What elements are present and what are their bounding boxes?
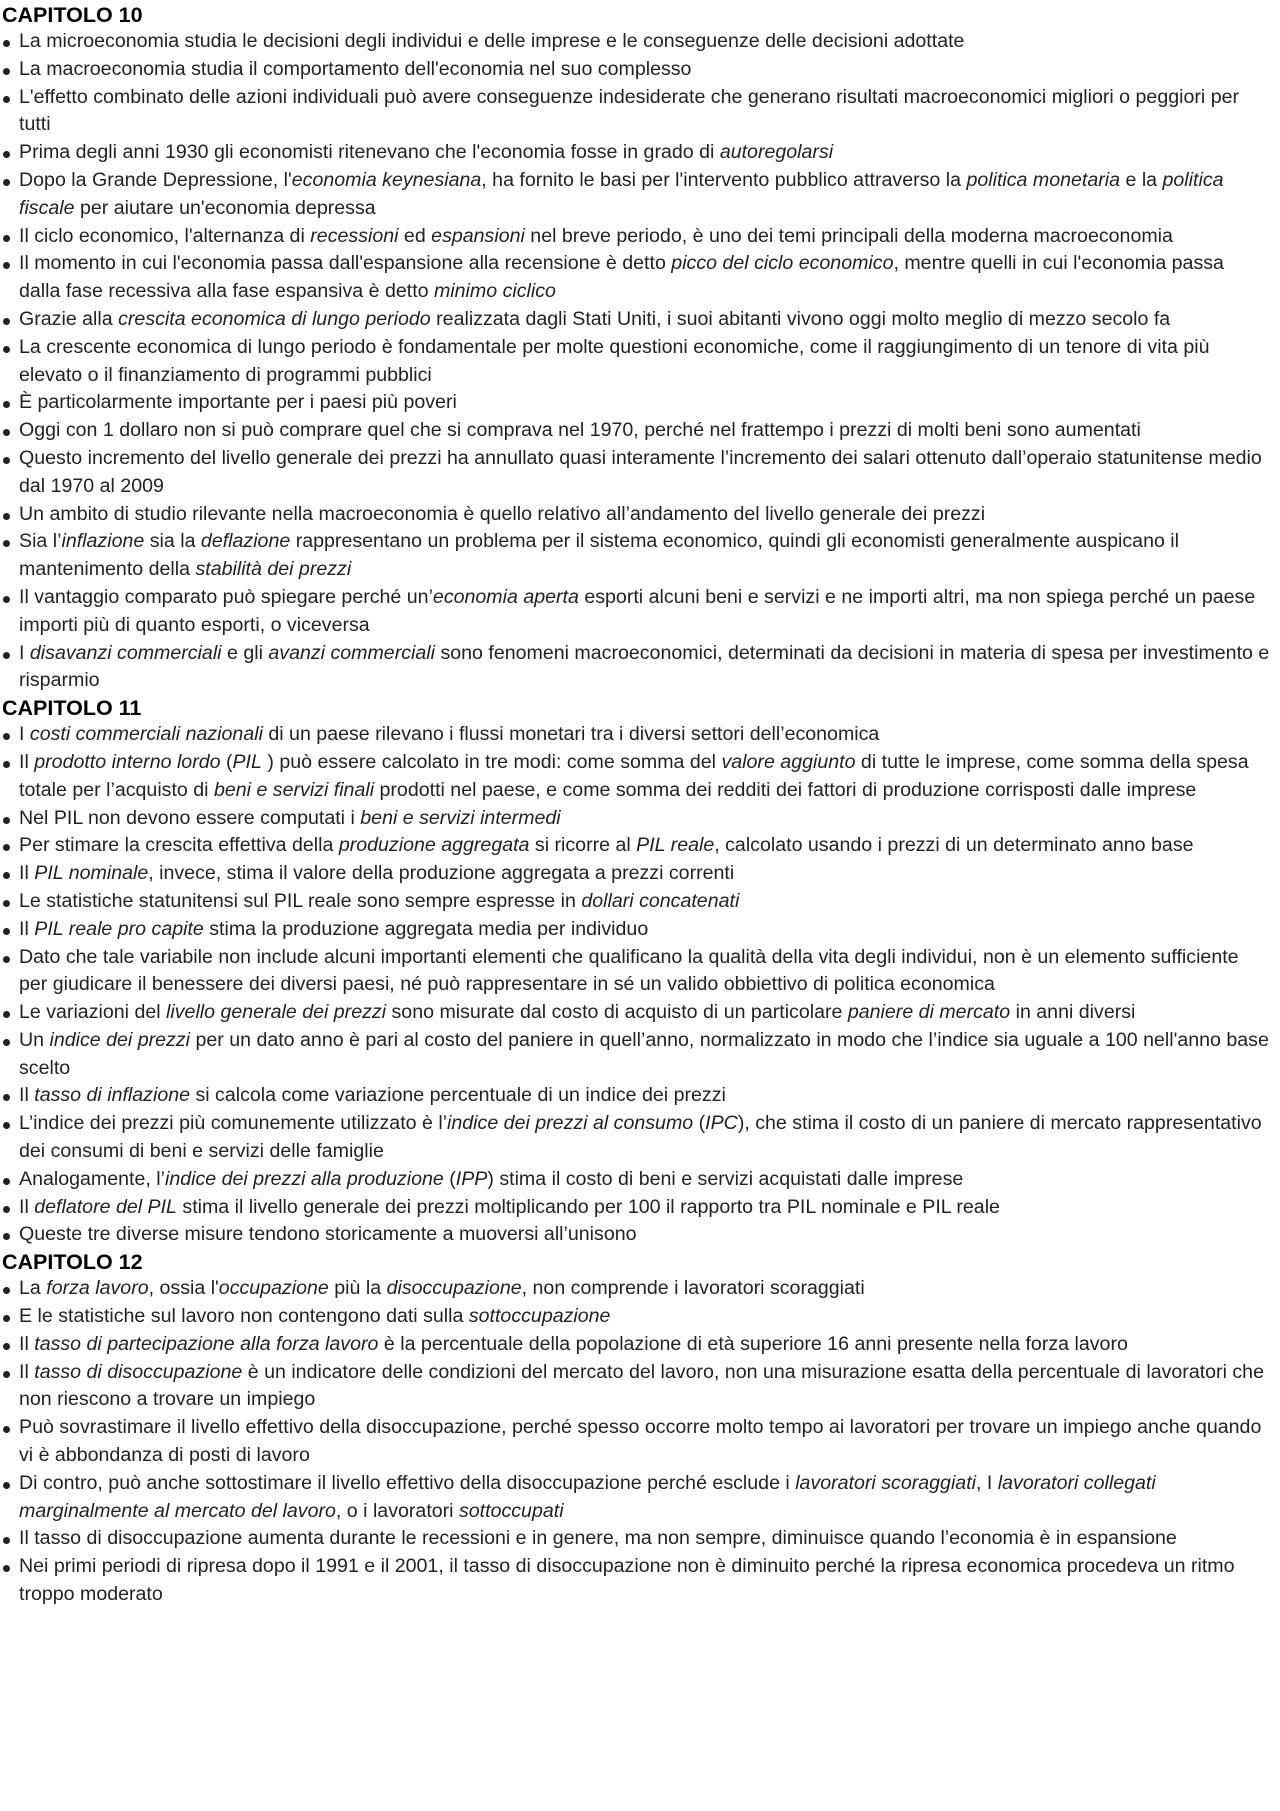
italic-term: politica monetaria — [966, 168, 1121, 191]
text-segment: sia la — [144, 530, 201, 553]
text-segment: Queste tre diverse misure tendono storicamente a muoversi all’unisono — [19, 1223, 637, 1246]
bullet-item — [0, 528, 1280, 584]
text-segment: prodotti nel paese, e come somma dei redditi dei fattori di produzione corrisposti dalle imprese — [374, 778, 1197, 801]
italic-term: deflazione — [200, 530, 291, 553]
italic-term: economia aperta — [432, 585, 579, 608]
italic-term: avanzi commerciali — [268, 641, 435, 664]
bullet-item — [0, 1414, 1280, 1470]
italic-term: PIL reale pro capite — [34, 917, 204, 940]
text-segment: Il ciclo economico, l'alternanza di — [19, 224, 311, 247]
italic-term: prodotto interno lordo — [34, 750, 221, 773]
text-segment: è un indicatore delle condizioni del mercato del lavoro, non una misurazione esatta della percentuale di lavoratori che non riescono a trovare un impiego — [19, 1360, 1264, 1411]
text-segment: sono fenomeni macroeconomici, determinati da decisioni in materia di spesa per investimento e risparmio — [19, 641, 1270, 692]
bullet-item — [0, 1331, 1280, 1359]
italic-term: PIL reale — [636, 834, 715, 857]
italic-term: economia keynesiana — [291, 168, 482, 191]
bullet-item — [0, 1303, 1280, 1331]
chapter-title: CAPITOLO 12 — [2, 1250, 143, 1275]
text-segment: è la percentuale della popolazione di età superiore 16 anni presente nella forza lavoro — [378, 1332, 1128, 1355]
italic-term: sottoccupati — [458, 1499, 564, 1522]
text-segment: Oggi con 1 dollaro non si può comprare quel che si comprava nel 1970, perché nel frattempo i prezzi di molti beni sono aumentati — [19, 419, 1141, 442]
bullet-item — [0, 860, 1280, 888]
italic-term: paniere di mercato — [847, 1001, 1011, 1024]
bullet-item — [0, 1110, 1280, 1166]
italic-term: IPC — [705, 1112, 738, 1135]
text-segment: stima la produzione aggregata media per individuo — [203, 917, 649, 940]
text-segment: , non comprende i lavoratori scoraggiati — [521, 1277, 865, 1300]
text-segment: per aiutare un'economia depressa — [74, 196, 376, 219]
text-segment: , calcolato usando i prezzi di un determinato anno base — [714, 834, 1194, 857]
text-segment: di tutte le imprese, come somma della spesa totale per l’acquisto di — [19, 750, 1249, 801]
text-segment: Prima degli anni 1930 gli economisti ritenevano che l'economia fosse in grado di — [19, 141, 720, 164]
italic-term: indice dei prezzi — [49, 1028, 190, 1051]
text-segment: Può sovrastimare il livello effettivo della disoccupazione, perché spesso occorre molto tempo ai lavoratori per trovare un impiego anche quando vi è abbondanza di posti di lavoro — [19, 1416, 1262, 1467]
italic-term: PIL — [232, 750, 262, 773]
italic-term: inflazione — [61, 530, 145, 553]
text-segment: nel breve periodo, è uno dei temi principali della moderna macroeconomia — [524, 224, 1173, 247]
italic-term: IPP — [455, 1167, 488, 1190]
italic-term: indice dei prezzi alla produzione — [164, 1167, 444, 1190]
italic-term: livello generale dei prezzi — [166, 1001, 387, 1024]
italic-term: disoccupazione — [386, 1277, 522, 1300]
italic-term: picco del ciclo economico — [671, 252, 894, 275]
text-segment: ( — [693, 1112, 706, 1135]
text-segment: per un dato anno è pari al costo del paniere in quell’anno, normalizzato in modo che l’indice sia uguale a 100 nell'anno base scelto — [19, 1028, 1269, 1079]
text-segment: I — [19, 641, 30, 664]
text-segment: si calcola come variazione percentuale di un indice dei prezzi — [190, 1084, 726, 1107]
text-segment: Il — [19, 1332, 35, 1355]
text-segment: Le variazioni del — [19, 1001, 167, 1024]
text-segment: si ricorre al — [529, 834, 637, 857]
text-segment: Il — [19, 862, 35, 885]
bullet-item — [0, 1194, 1280, 1222]
italic-term: lavoratori scoraggiati — [795, 1471, 976, 1494]
text-segment: Nei primi periodi di ripresa dopo il 1991 e il 2001, il tasso di disoccupazione non è diminuito perché la ripresa economica procedeva un ritmo troppo moderato — [19, 1555, 1235, 1606]
bullet-item — [0, 1082, 1280, 1110]
text-segment: ( — [220, 750, 233, 773]
bullet-item — [0, 1470, 1280, 1526]
italic-term: lavoratori collegati marginalmente al mercato del lavoro — [19, 1471, 1156, 1522]
italic-term: espansioni — [431, 224, 525, 247]
bullet-item — [0, 306, 1280, 334]
chapter-section — [0, 1249, 1280, 1609]
bullet-item — [0, 749, 1280, 805]
bullet-item — [0, 334, 1280, 390]
text-segment: ) stima il costo di beni e servizi acquistati dalle imprese — [487, 1167, 964, 1190]
text-segment: , invece, stima il valore della produzione aggregata a prezzi correnti — [148, 862, 735, 885]
text-segment: in anni diversi — [1010, 1001, 1136, 1024]
text-segment: Nel PIL non devono essere computati i — [19, 806, 361, 829]
text-segment: ( — [443, 1167, 456, 1190]
bullet-item — [0, 417, 1280, 445]
text-segment: ) può essere calcolato in tre modi: come somma del — [261, 750, 722, 773]
italic-term: beni e servizi finali — [213, 778, 375, 801]
italic-term: disavanzi commerciali — [29, 641, 222, 664]
bullet-item — [0, 167, 1280, 223]
text-segment: Il vantaggio comparato può spiegare perché un’ — [19, 585, 433, 608]
text-segment: Dopo la Grande Depressione, l' — [19, 168, 292, 191]
text-segment: La microeconomia studia le decisioni degli individui e delle imprese e le conseguenze delle decisioni adottate — [19, 30, 965, 52]
bullet-item — [0, 1553, 1280, 1609]
text-segment: Il — [19, 1360, 35, 1383]
text-segment: Il — [19, 750, 35, 773]
text-segment: Analogamente, l’ — [19, 1167, 165, 1190]
bullet-item — [0, 250, 1280, 306]
italic-term: valore aggiunto — [721, 750, 856, 773]
bullet-item — [0, 84, 1280, 140]
italic-term: tasso di inflazione — [34, 1084, 191, 1107]
chapter-section — [0, 695, 1280, 1249]
bullet-item — [0, 139, 1280, 167]
italic-term: stabilità dei prezzi — [195, 558, 352, 581]
text-segment: rappresentano un problema per il sistema economico, quindi gli economisti generalmente auspicano il mantenimento della — [19, 530, 1180, 581]
text-segment: I — [19, 723, 30, 746]
text-segment: Il — [19, 917, 35, 940]
chapter-title: CAPITOLO 11 — [2, 696, 142, 721]
text-segment: Il momento in cui l'economia passa dall'espansione alla recensione è detto — [19, 252, 672, 275]
bullet-item — [0, 1525, 1280, 1553]
text-segment: e la — [1120, 168, 1163, 191]
italic-term: occupazione — [218, 1277, 329, 1300]
bullet-item — [0, 916, 1280, 944]
bullet-item — [0, 832, 1280, 860]
text-segment: Sia l’ — [19, 530, 62, 553]
text-segment: Il — [19, 1084, 35, 1107]
text-segment: , ossia l' — [148, 1277, 219, 1300]
italic-term: tasso di partecipazione alla forza lavoro — [34, 1332, 379, 1355]
italic-term: beni e servizi intermedi — [360, 806, 561, 829]
bullet-item — [0, 389, 1280, 417]
italic-term: deflatore del PIL — [34, 1195, 177, 1218]
text-segment: Un — [19, 1028, 50, 1051]
text-segment: E le statistiche sul lavoro non contengono dati sulla — [19, 1305, 469, 1328]
bullet-list — [0, 721, 1280, 1249]
italic-term: costi commerciali nazionali — [29, 723, 263, 746]
text-segment: , o i lavoratori — [335, 1499, 459, 1522]
italic-term: dollari concatenati — [581, 889, 740, 912]
bullet-item — [0, 584, 1280, 640]
italic-term: PIL nominale — [34, 862, 149, 885]
bullet-item — [0, 445, 1280, 501]
italic-term: sottoccupazione — [468, 1305, 611, 1328]
text-segment: ), che stima il costo di un paniere di mercato rappresentativo dei consumi di beni e servizi delle famiglie — [19, 1112, 1262, 1163]
text-segment: L'effetto combinato delle azioni individuali può avere conseguenze indesiderate che generano risultati macroeconomici migliori o peggiori per tutti — [19, 85, 1240, 136]
italic-term: politica fiscale — [19, 168, 1224, 219]
bullet-item — [0, 999, 1280, 1027]
text-segment: Un ambito di studio rilevante nella macroeconomia è quello relativo all’andamento del livello generale dei prezzi — [19, 502, 986, 525]
italic-term: forza lavoro — [46, 1277, 149, 1300]
text-segment: Dato che tale variabile non include alcuni importanti elementi che qualificano la qualità della vita degli individui, non è un elemento sufficiente per giudicare il benessere dei diversi paesi, né può rappresentare in sé un valido obbiettivo di politica economica — [19, 945, 1239, 996]
italic-term: autoregolarsi — [719, 141, 834, 164]
bullet-item — [0, 1359, 1280, 1415]
italic-term: indice dei prezzi al consumo — [447, 1112, 694, 1135]
text-segment: Questo incremento del livello generale dei prezzi ha annullato quasi interamente l’incremento dei salari ottenuto dall’operaio statunitense medio dal 1970 al 2009 — [19, 446, 1262, 497]
bullet-item — [0, 1166, 1280, 1194]
text-segment: La — [19, 1277, 47, 1300]
bullet-list — [0, 1275, 1280, 1609]
text-segment: L’indice dei prezzi più comunemente utilizzato è l’ — [19, 1112, 448, 1135]
italic-term: produzione aggregata — [338, 834, 530, 857]
text-segment: realizzata dagli Stati Uniti, i suoi abitanti vivono oggi molto meglio di mezzo secolo fa — [430, 307, 1171, 330]
bullet-item — [0, 1027, 1280, 1083]
text-segment: Il — [19, 1195, 35, 1218]
text-segment: La macroeconomia studia il comportamento dell'economia nel suo complesso — [19, 57, 692, 80]
bullet-item — [0, 501, 1280, 529]
text-segment: Per stimare la crescita effettiva della — [19, 834, 339, 857]
text-segment: esporti alcuni beni e servizi e ne importi altri, ma non spiega perché un paese importi più di quanto esporti, o viceversa — [19, 585, 1256, 636]
bullet-item — [0, 640, 1280, 696]
text-segment: stima il livello generale dei prezzi moltiplicando per 100 il rapporto tra PIL nominale e PIL reale — [176, 1195, 1000, 1218]
text-segment: , mentre quelli in cui l'economia passa dalla fase recessiva alla fase espansiva è detto — [19, 252, 1224, 303]
italic-term: crescita economica di lungo periodo — [118, 307, 431, 330]
chapter-section — [0, 2, 1280, 695]
bullet-item — [0, 944, 1280, 1000]
bullet-item — [0, 223, 1280, 251]
text-segment: Il tasso di disoccupazione aumenta durante le recessioni e in genere, ma non sempre, diminuisce quando l’economia è in espansione — [19, 1527, 1177, 1550]
text-segment: sono misurate dal costo di acquisto di un particolare — [386, 1001, 848, 1024]
italic-term: recessioni — [310, 224, 399, 247]
text-segment: e gli — [221, 641, 269, 664]
text-segment: Di contro, può anche sottostimare il livello effettivo della disoccupazione perché esclude i — [19, 1471, 796, 1494]
text-segment: più la — [328, 1277, 387, 1300]
bullet-item — [0, 28, 1280, 56]
bullet-item — [0, 805, 1280, 833]
text-segment: Grazie alla — [19, 307, 119, 330]
text-segment: Le statistiche statunitensi sul PIL reale sono sempre espresse in — [19, 889, 582, 912]
bullet-list — [0, 28, 1280, 695]
text-segment: , ha fornito le basi per l'intervento pubblico attraverso la — [481, 168, 967, 191]
bullet-item — [0, 56, 1280, 84]
text-segment: La crescente economica di lungo periodo è fondamentale per molte questioni economiche, come il raggiungimento di un tenore di vita più elevato o il finanziamento di programmi pubblici — [19, 335, 1210, 386]
text-segment: ed — [398, 224, 432, 247]
bullet-item — [0, 721, 1280, 749]
text-segment: di un paese rilevano i flussi monetari tra i diversi settori dell’economica — [262, 723, 880, 746]
bullet-item — [0, 888, 1280, 916]
text-segment: , I — [976, 1471, 998, 1494]
bullet-item — [0, 1275, 1280, 1303]
italic-term: tasso di disoccupazione — [34, 1360, 243, 1383]
chapter-title: CAPITOLO 10 — [2, 3, 143, 27]
italic-term: minimo ciclico — [433, 280, 556, 303]
text-segment: È particolarmente importante per i paesi più poveri — [19, 391, 457, 414]
bullet-item — [0, 1221, 1280, 1249]
